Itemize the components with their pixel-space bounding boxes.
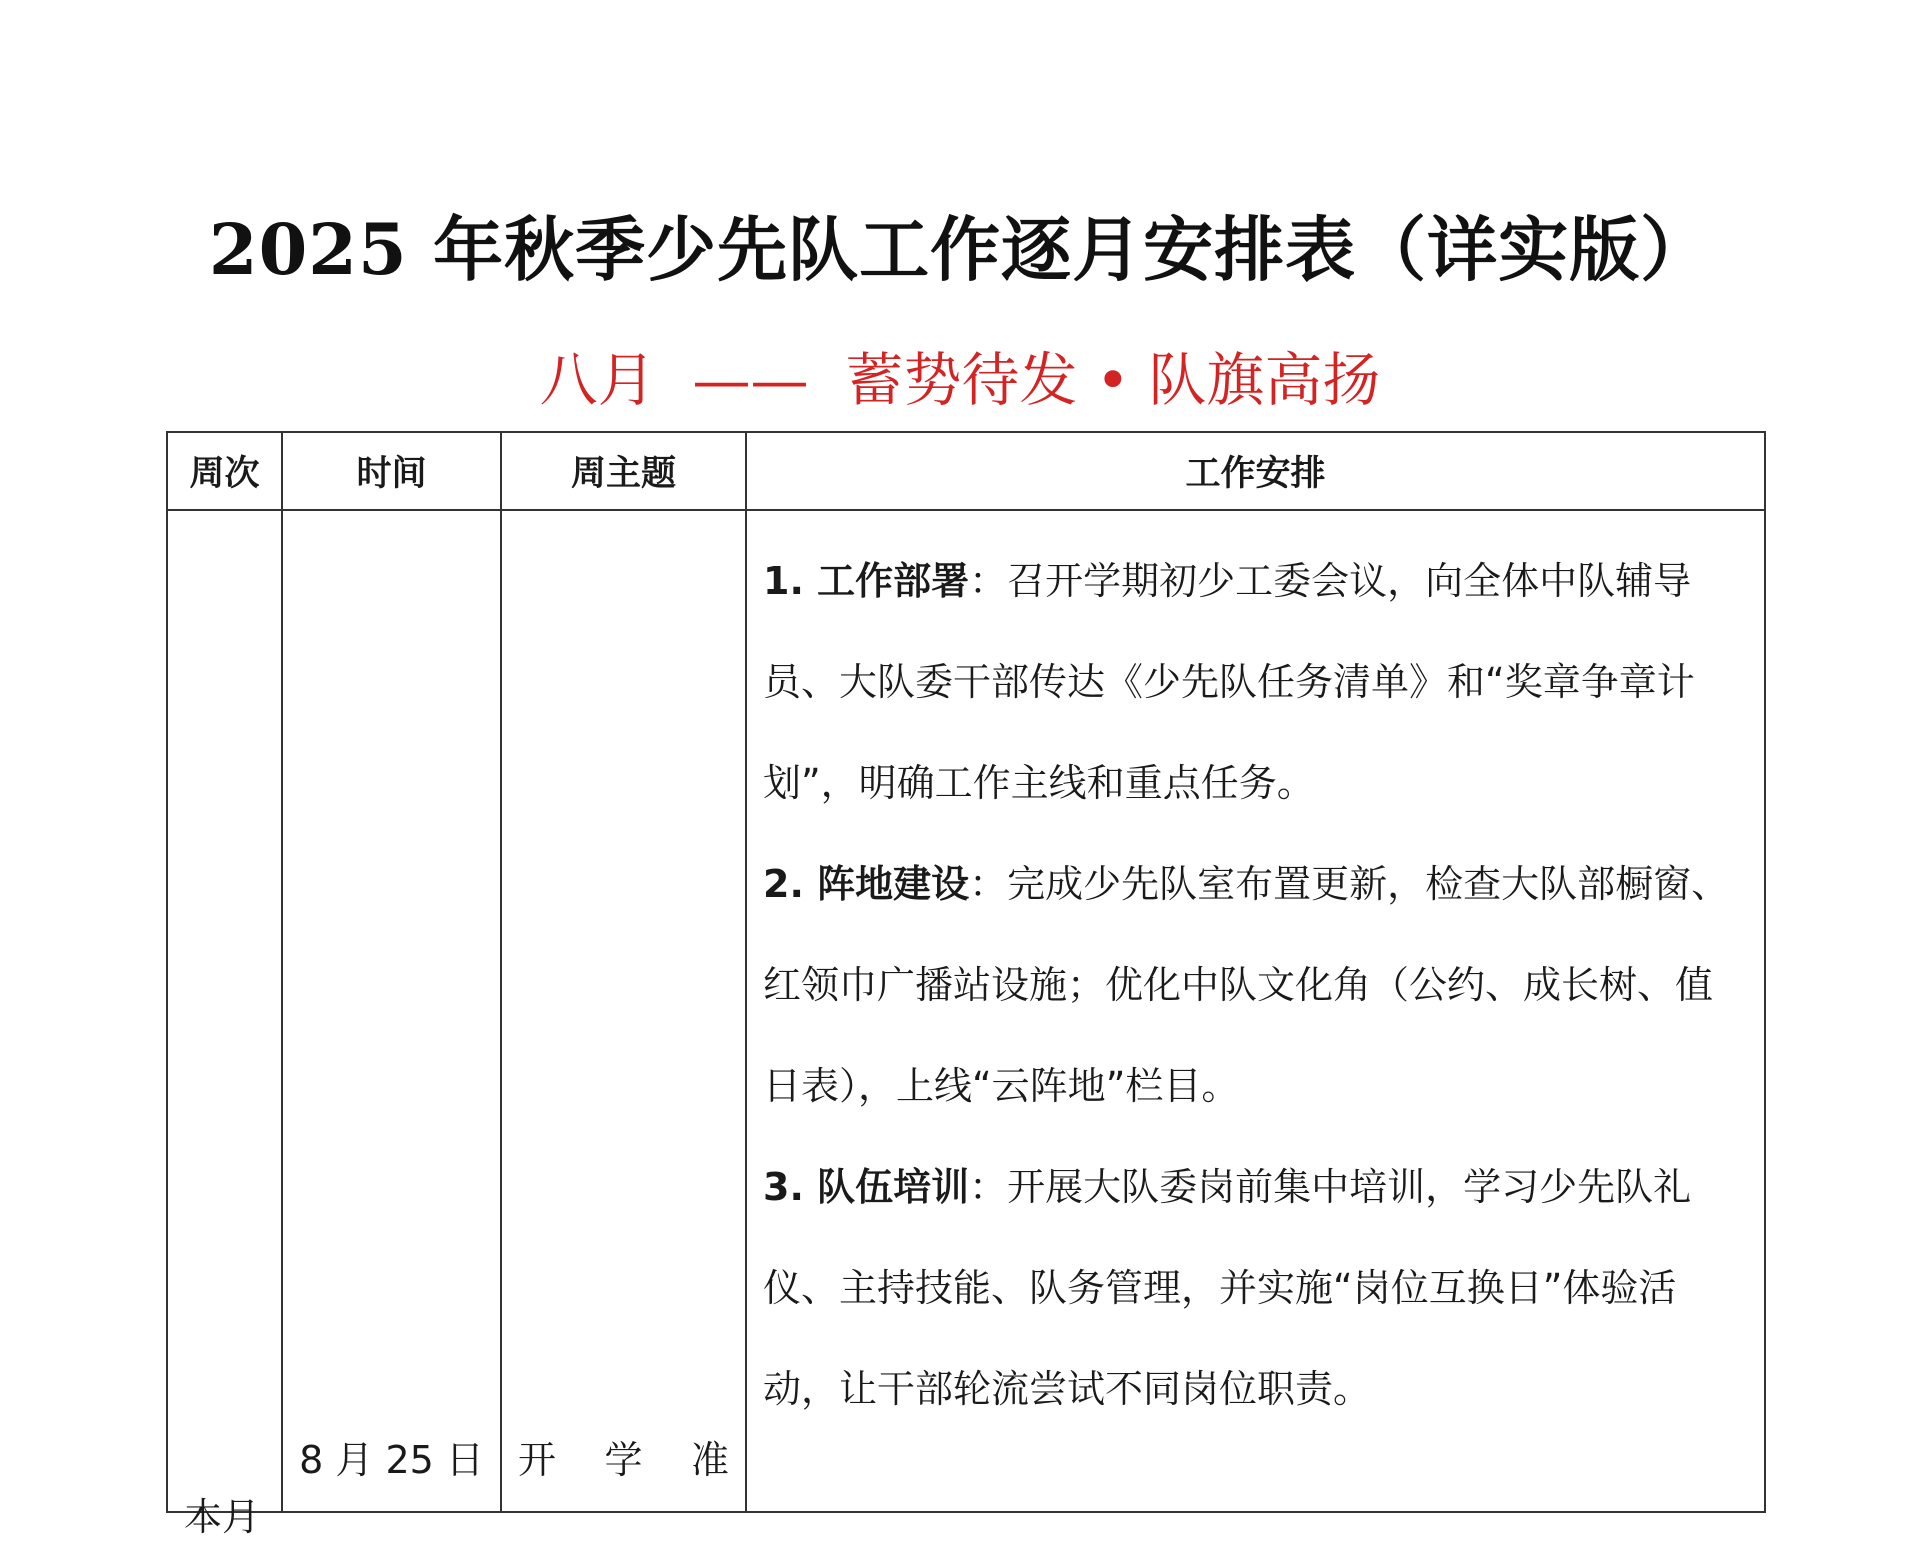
work-item-lead: 2. 阵地建设: [763, 862, 970, 906]
work-item-text: ：完成少先队室布置更新，检查大队部橱窗、红领巾广播站设施；优化中队文化角（公约、成长树、值日表），上线“云阵地”栏目。: [763, 862, 1730, 1108]
document-title: 2025 年秋季少先队工作逐月安排表（详实版）: [208, 208, 1712, 291]
month-theme: 蓄势待发 • 队旗高扬: [845, 346, 1381, 414]
work-item-text: ：开展大队委岗前集中培训，学习少先队礼仪、主持技能、队务管理，并实施“岗位互换日”体验活动，让干部轮流尝试不同岗位职责。: [763, 1165, 1692, 1411]
table-header-row: [167, 432, 1765, 510]
work-item-team-training: [763, 1137, 1748, 1440]
month-dash: ——: [692, 346, 809, 414]
work-arrangement-content: [747, 511, 1764, 1440]
work-item-deployment: [763, 531, 1748, 834]
time-value: 8 月 25 日: [299, 1438, 484, 1482]
work-item-lead: 3. 队伍培训: [763, 1165, 970, 1209]
header-week: 周次: [167, 432, 282, 510]
weekly-theme-value: 开 学 准: [518, 1438, 729, 1482]
week-value: 本月: [184, 1495, 261, 1539]
work-item-position-building: [763, 834, 1748, 1137]
cell-time: [282, 510, 501, 1512]
header-weekly-theme: 周主题: [501, 432, 746, 510]
cell-week: [167, 510, 282, 1539]
work-item-lead: 1. 工作部署: [763, 559, 970, 603]
header-work-arrangement: 工作安排: [746, 432, 1765, 510]
cell-work-arrangement: [746, 510, 1765, 1512]
month-header: [0, 342, 1920, 418]
month-label: 八月: [539, 346, 656, 414]
header-time: 时间: [282, 432, 501, 510]
cell-weekly-theme: [501, 510, 746, 1512]
table-row: [167, 510, 1765, 1512]
schedule-table: [166, 431, 1766, 1539]
work-item-text: ：召开学期初少工委会议，向全体中队辅导员、大队委干部传达《少先队任务清单》和“奖章争章计划”，明确工作主线和重点任务。: [763, 559, 1695, 805]
